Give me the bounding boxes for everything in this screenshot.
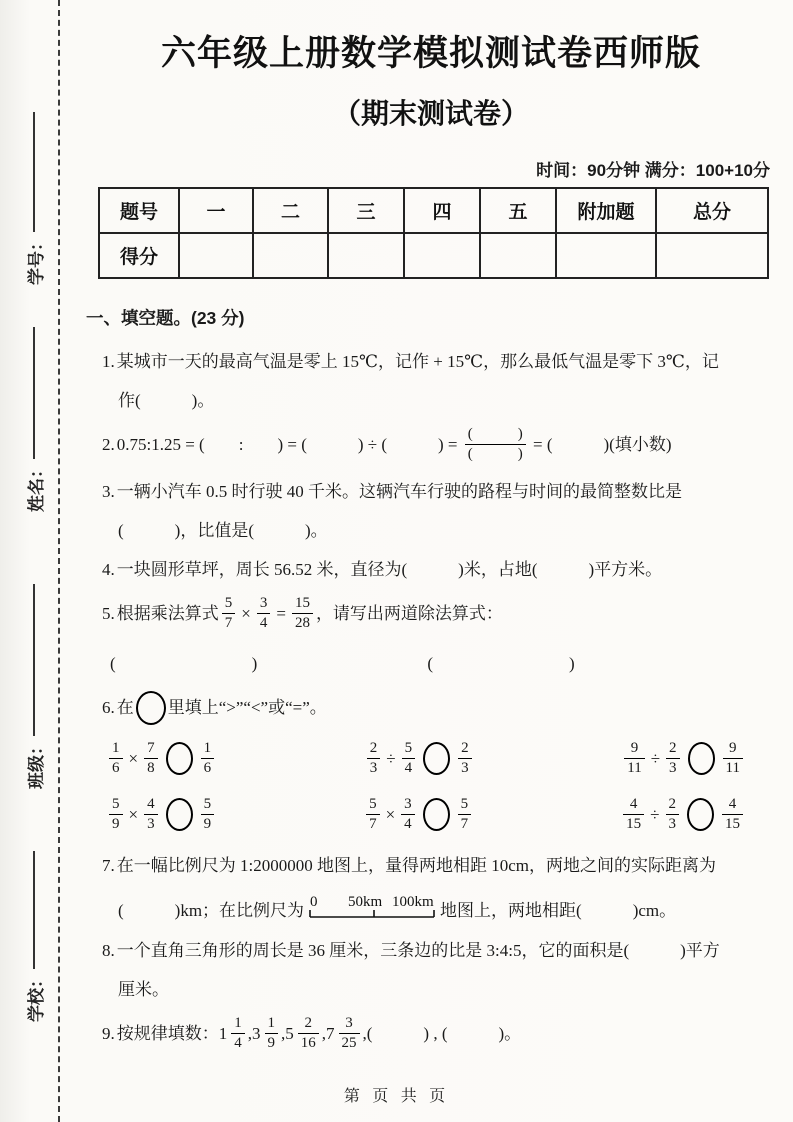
class-label: 班级： — [26, 738, 46, 789]
q1-number: 1. — [102, 352, 115, 371]
fraction-3-4: $\frac{3}{4}$ — [257, 595, 271, 631]
page-footer: 第 页 共 页 — [343, 1088, 450, 1105]
operator: × — [385, 804, 396, 824]
score-header-cell: 三 — [328, 188, 404, 233]
comparison-item — [106, 742, 217, 778]
q5-number: 5. — [102, 603, 115, 623]
svg-text:0: 0 — [310, 894, 318, 910]
q5-text-post: ，请写出两道除法算式： — [315, 603, 503, 623]
question-6 — [102, 692, 776, 834]
fraction: $\frac{5}{9}$ — [109, 796, 123, 832]
q8-text-line2: 厘米。 — [118, 980, 169, 999]
fraction: $\frac{4}{15}$ — [623, 796, 644, 832]
score-header-cell: 四 — [404, 188, 480, 233]
svg-text:100km: 100km — [392, 894, 434, 910]
fraction: $\frac{3}{4}$ — [401, 796, 415, 832]
comparison-circle-icon — [688, 742, 715, 775]
comparison-item — [106, 798, 217, 834]
comparison-circle-icon — [423, 742, 450, 775]
name-label: 姓名： — [26, 461, 46, 512]
mixed-number-int: 1 — [218, 1023, 228, 1043]
q2-number: 2. — [102, 434, 115, 454]
comma: , — [247, 1023, 252, 1043]
fraction: $\frac{9}{11}$ — [723, 740, 743, 776]
q7-text-line2-pre: ( )km；在比例尺为 — [118, 901, 305, 920]
q6-text-post: 里填上“>”“<”或“=”。 — [167, 697, 327, 717]
fraction: $\frac{2}{3}$ — [367, 740, 381, 776]
q5-blank-2: ( ) — [427, 654, 575, 673]
comparison-item — [363, 798, 474, 834]
fraction-5-7: $\frac{5}{7}$ — [222, 595, 236, 631]
multiply-sign: × — [241, 603, 251, 623]
fraction: $\frac{5}{7}$ — [366, 796, 380, 832]
q8-text: 一个直角三角形的周长是 36 厘米，三条边的比是 3:4:5，它的面积是( )平方 — [116, 941, 720, 960]
score-empty-cell — [253, 233, 328, 278]
q9-text-post: ( ) , ( )。 — [366, 1023, 522, 1043]
q9-number: 9. — [102, 1023, 115, 1043]
score-empty-cell — [328, 233, 404, 278]
score-header-cell: 五 — [480, 188, 556, 233]
student-info-sidebar — [10, 0, 58, 1122]
mixed-number-int: 5 — [285, 1023, 294, 1043]
fraction: $\frac{1}{6}$ — [201, 740, 215, 776]
q6-number: 6. — [102, 697, 115, 717]
question-8 — [102, 939, 776, 1001]
q2-text-post: = ( )(填小数) — [528, 434, 672, 454]
svg-text:50km: 50km — [348, 894, 383, 910]
fraction: $\frac{5}{9}$ — [201, 796, 215, 832]
operator: ÷ — [650, 748, 661, 768]
fraction: $\frac{2}{3}$ — [666, 796, 680, 832]
q5-blank-1: ( ) — [110, 654, 258, 673]
q8-number: 8. — [102, 941, 115, 960]
score-header-cell: 题号 — [99, 188, 179, 233]
q2-blank-fraction: $\frac{( )}{( )}$ — [465, 426, 526, 462]
q9-text-pre: 按规律填数： — [116, 1023, 219, 1043]
q7-text: 在一幅比例尺为 1:2000000 地图上，量得两地相距 10cm，两地之间的实际距离为 — [116, 856, 716, 875]
fold-dashed-line — [58, 0, 60, 1122]
question-4 — [102, 558, 776, 581]
fraction: $\frac{2}{3}$ — [458, 740, 472, 776]
comma: , — [281, 1023, 286, 1043]
q2-text: 0.75:1.25 = ( : ) = ( ) ÷ ( ) = — [116, 434, 462, 454]
student-id-label: 学号： — [26, 234, 46, 285]
student-id-field — [22, 112, 47, 285]
fraction: $\frac{4}{3}$ — [144, 796, 158, 832]
mixed-number-int: 7 — [326, 1023, 335, 1043]
fraction: $\frac{1}{4}$ — [231, 1015, 245, 1051]
comparison-circle-icon — [166, 742, 193, 775]
score-empty-cell — [480, 233, 556, 278]
comparison-circle-icon — [423, 798, 450, 831]
comma: , — [321, 1023, 326, 1043]
operator: × — [128, 804, 139, 824]
student-id-blank-line — [33, 112, 35, 232]
page-title: 六年级上册数学模拟测试卷西师版 — [160, 34, 701, 73]
score-header-cell: 总分 — [656, 188, 768, 233]
question-2 — [102, 428, 776, 464]
score-empty-cell — [404, 233, 480, 278]
comparison-item — [364, 742, 475, 778]
fraction: $\frac{1}{6}$ — [109, 740, 123, 776]
operator: × — [128, 748, 139, 768]
q3-text: 一辆小汽车 0.5 时行驶 40 千米。这辆汽车行驶的路程与时间的最简整数比是 — [116, 482, 682, 501]
q7-number: 7. — [102, 856, 115, 875]
operator: ÷ — [386, 748, 396, 768]
school-blank-line — [33, 851, 35, 969]
comparison-circle-icon — [687, 798, 714, 831]
class-blank-line — [33, 584, 35, 736]
q6-text-pre: 在 — [116, 697, 134, 717]
fraction: $\frac{1}{9}$ — [265, 1015, 279, 1051]
fraction: $\frac{5}{4}$ — [402, 740, 416, 776]
fraction: $\frac{7}{8}$ — [144, 740, 158, 776]
fraction: $\frac{5}{7}$ — [458, 796, 472, 832]
score-table-header-row — [99, 188, 768, 233]
score-header-cell: 一 — [179, 188, 253, 233]
mixed-number-int: 3 — [252, 1023, 261, 1043]
question-9 — [102, 1017, 776, 1053]
q4-number: 4. — [102, 560, 115, 579]
fraction: $\frac{4}{15}$ — [722, 796, 743, 832]
operator: ÷ — [650, 804, 660, 824]
page-subtitle: （期末测试卷） — [332, 98, 529, 129]
score-empty-cell — [556, 233, 656, 278]
question-7 — [102, 854, 776, 923]
q7-text-line2-post: 地图上，两地相距( )cm。 — [440, 901, 677, 920]
q3-text-line2: ( )，比值是( )。 — [118, 521, 328, 540]
class-field — [22, 584, 47, 789]
q1-text: 某城市一天的最高气温是零上 15℃，记作 + 15℃，那么最低气温是零下 3℃，记 — [116, 352, 719, 371]
score-table — [98, 187, 769, 279]
section-1-heading: 一、填空题。(23 分) — [86, 308, 245, 328]
equals-sign: = — [276, 603, 286, 623]
score-row-label: 得分 — [99, 233, 179, 278]
q5-answer-blanks — [110, 649, 776, 674]
map-scale-bar — [306, 893, 438, 923]
fraction-15-28: $\frac{15}{28}$ — [292, 595, 313, 631]
q1-text-line2: 作( )。 — [118, 391, 215, 410]
score-empty-cell — [656, 233, 768, 278]
blank-circle-icon — [136, 691, 166, 725]
q6-comparison-row-2 — [106, 798, 746, 834]
school-label: 学校： — [26, 971, 46, 1022]
comma: , — [362, 1023, 367, 1043]
fraction: $\frac{3}{25}$ — [339, 1015, 360, 1051]
question-1 — [102, 350, 776, 412]
fraction: $\frac{2}{16}$ — [298, 1015, 319, 1051]
q6-comparison-row-1 — [106, 742, 746, 778]
score-table-score-row — [99, 233, 768, 278]
score-header-cell: 附加题 — [556, 188, 656, 233]
question-3 — [102, 480, 776, 542]
q3-number: 3. — [102, 482, 115, 501]
q5-text: 根据乘法算式 — [116, 603, 219, 623]
q4-text: 一块圆形草坪，周长 56.52 米，直径为( )米，占地( )平方米。 — [116, 560, 663, 579]
comparison-circle-icon — [166, 798, 193, 831]
fraction: $\frac{9}{11}$ — [624, 740, 644, 776]
comparison-item — [620, 798, 746, 834]
exam-info: 时间：90分钟 满分：100+10分 — [536, 161, 770, 180]
fraction: $\frac{2}{3}$ — [666, 740, 680, 776]
name-blank-line — [33, 327, 35, 459]
question-5 — [102, 597, 776, 674]
score-header-cell: 二 — [253, 188, 328, 233]
score-empty-cell — [179, 233, 253, 278]
name-field — [22, 327, 47, 512]
comparison-item — [621, 742, 746, 778]
school-field — [22, 851, 47, 1022]
